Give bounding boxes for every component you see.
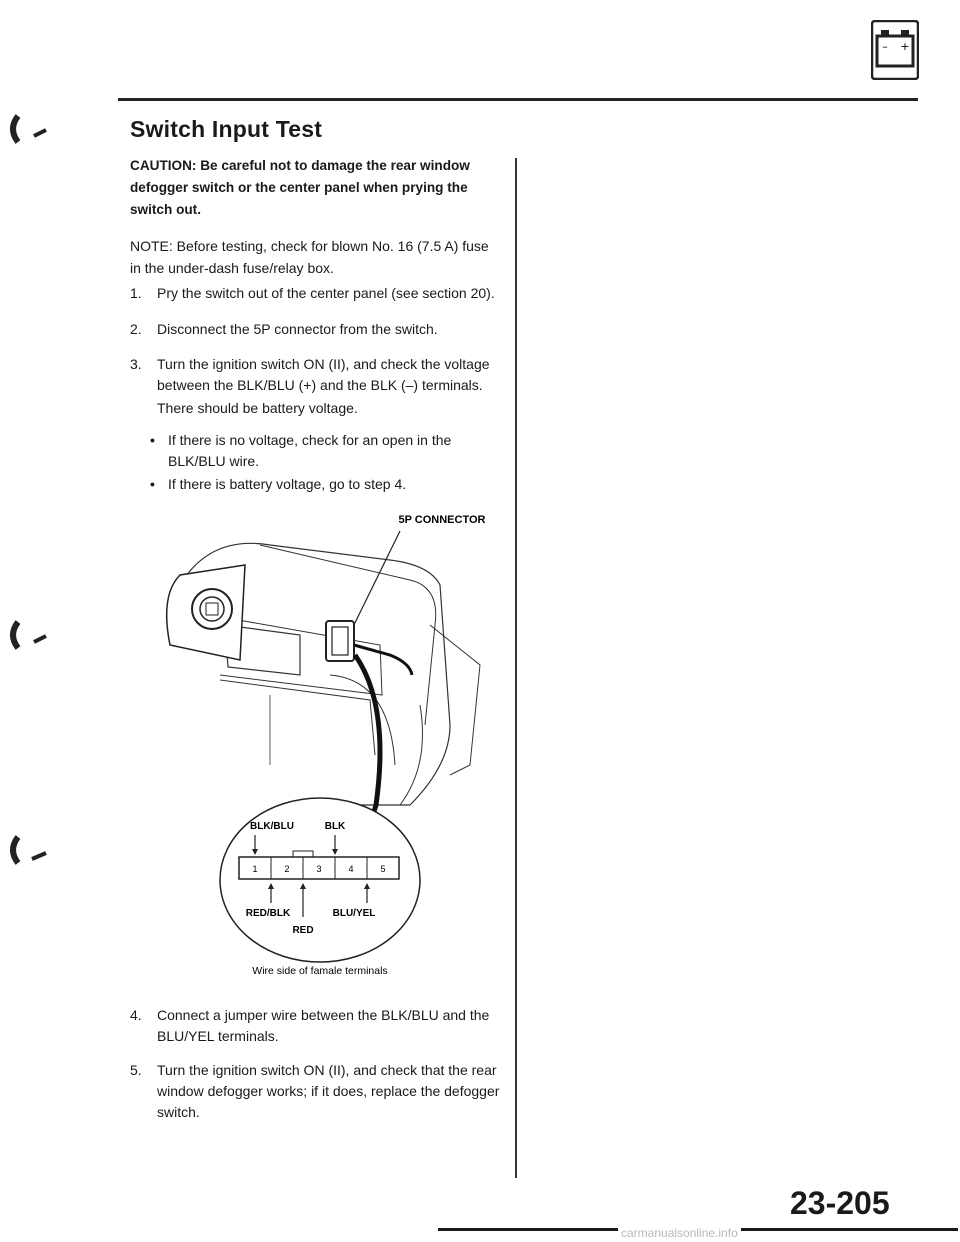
step-3-result [130,398,510,419]
step-number: 2. [130,321,142,337]
terminal-number: 4 [348,864,354,874]
battery-plus: + [900,40,910,53]
watermark-text: carmanualsonline.info [618,1226,741,1240]
connector-diagram [150,505,510,975]
bullet-text: If there is no voltage, check for an open in the BLK/BLU wire. [168,432,452,469]
step-1 [130,283,510,304]
step-text: Turn the ignition switch ON (II), and check that the rear window defogger works; if it does, replace the defogger switch. [157,1062,500,1120]
wire-label-red: RED [292,925,314,936]
page-title: Switch Input Test [130,116,323,142]
step-4 [130,1005,510,1047]
page-number: 23-205 [790,1185,890,1221]
caution-text: CAUTION: Be careful not to damage the rear window defogger switch or the center panel when prying the switch out. [130,158,470,217]
section-mark-icon [4,833,54,867]
section-mark-icon [4,112,54,146]
step-number: 5. [130,1062,142,1078]
battery-minus: – [882,40,888,53]
bullet-text: If there is battery voltage, go to step 4. [168,476,407,492]
step-text: Turn the ignition switch ON (II), and check the voltage between the BLK/BLU (+) and the BLK (–) terminals. [157,356,490,393]
bullet-item [150,474,510,495]
bullet-icon: • [150,476,155,492]
terminal-number: 3 [316,864,322,874]
wire-label-red-blk: RED/BLK [245,908,291,919]
step-5 [130,1060,510,1123]
terminal-number: 2 [284,864,290,874]
bullet-item [150,430,510,472]
step-text: Connect a jumper wire between the BLK/BLU and the BLU/YEL terminals. [157,1007,490,1044]
terminal-number: 5 [380,864,386,874]
wire-label-blu-yel: BLU/YEL [332,908,376,919]
wire-label-blk-blu: BLK/BLU [250,821,294,832]
connector-label: 5P CONNECTOR [398,514,486,526]
battery-icon [871,20,919,80]
step-result-text: There should be battery voltage. [157,400,358,416]
step-number: 1. [130,285,142,301]
section-mark-icon [4,618,54,652]
wire-label-blk: BLK [324,821,346,832]
bullet-icon: • [150,432,155,448]
step-number: 3. [130,356,142,372]
diagram-caption: Wire side of famale terminals [252,965,388,975]
step-3 [130,354,510,396]
step-text: Disconnect the 5P connector from the switch. [157,321,438,337]
step-2 [130,319,510,340]
step-text: Pry the switch out of the center panel (see section 20). [157,285,495,301]
note-text: NOTE: Before testing, check for blown No. 16 (7.5 A) fuse in the under-dash fuse/relay box. [130,238,489,276]
column-divider [515,158,517,1178]
header-rule [118,98,918,101]
step-number: 4. [130,1007,142,1023]
terminal-number: 1 [252,864,258,874]
